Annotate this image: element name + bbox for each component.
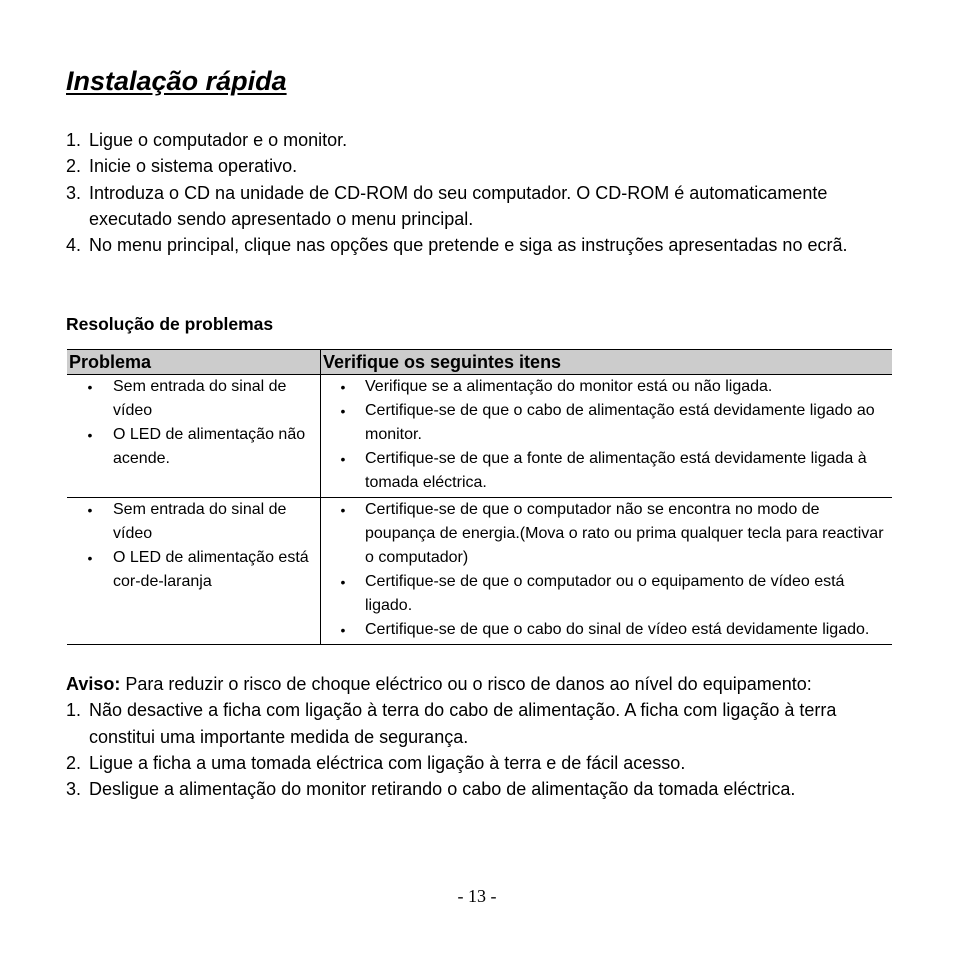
problem-list (67, 375, 320, 471)
bullet-icon: • (87, 502, 93, 518)
step-text: Inicie o sistema operativo. (89, 156, 298, 177)
list-item (67, 498, 320, 546)
bullet-icon: • (87, 427, 93, 443)
warning-number: 3. (66, 779, 82, 800)
bullet-icon: • (340, 574, 346, 590)
check-text: Certifique-se de que o cabo do sinal de vídeo está devidamente ligado. (365, 621, 870, 638)
bullet-icon: • (340, 403, 346, 419)
warning-intro-text: Para reduzir o risco de choque eléctrico ou o risco de danos ao nível do equipamento: (125, 674, 812, 694)
bullet-icon: • (87, 379, 93, 395)
warning-text: Não desactive a ficha com ligação à terra do cabo de alimentação. A ficha com ligação à terra constitui uma importante medida de segurança. (89, 700, 837, 747)
page-title: Instalação rápida (66, 66, 287, 96)
warning-item (66, 776, 856, 802)
table-row (67, 375, 892, 498)
list-item (321, 498, 892, 570)
step-item (66, 153, 866, 179)
warning-text: Ligue a ficha a uma tomada eléctrica com ligação à terra e de fácil acesso. (89, 752, 686, 773)
bullet-icon: • (340, 379, 346, 395)
check-text: Certifique-se de que o computador não se encontra no modo de poupança de energia.(Mova o rato ou prima qualquer tecla para reactivar o computador) (365, 501, 884, 566)
step-item (66, 232, 866, 258)
warning-intro (66, 671, 856, 697)
bullet-icon: • (87, 550, 93, 566)
table-row (67, 498, 892, 645)
check-text: Certifique-se de que a fonte de alimentação está devidamente ligada à tomada eléctrica. (365, 450, 867, 491)
installation-steps (66, 127, 866, 258)
warning-text: Desligue a alimentação do monitor retirando o cabo de alimentação da tomada eléctrica. (89, 779, 796, 800)
page-number: - 13 - (457, 886, 497, 906)
warning-item (66, 750, 856, 776)
problem-text: O LED de alimentação está cor-de-laranja (113, 549, 309, 590)
checks-list (321, 375, 892, 495)
list-item (67, 375, 320, 423)
checks-cell (321, 498, 893, 645)
bullet-icon: • (340, 622, 346, 638)
list-item (321, 447, 892, 495)
step-item (66, 180, 866, 233)
check-text: Certifique-se de que o computador ou o equipamento de vídeo está ligado. (365, 573, 845, 614)
problem-cell (67, 375, 321, 498)
warning-item (66, 697, 856, 750)
list-item (321, 618, 892, 642)
problem-list (67, 498, 320, 594)
list-item (67, 423, 320, 471)
check-text: Verifique se a alimentação do monitor está ou não ligada. (365, 378, 773, 395)
step-number: 3. (66, 182, 82, 203)
step-text: No menu principal, clique nas opções que pretende e siga as instruções apresentadas no ecrã. (89, 235, 848, 256)
step-text: Ligue o computador e o monitor. (89, 130, 348, 150)
step-number: 2. (66, 156, 82, 177)
bullet-icon: • (340, 502, 346, 518)
problem-text: Sem entrada do sinal de vídeo (113, 378, 287, 419)
warning-number: 2. (66, 752, 82, 773)
column-header-problem: Problema (67, 350, 321, 375)
list-item (321, 375, 892, 399)
problem-text: Sem entrada do sinal de vídeo (113, 501, 287, 542)
problem-text: O LED de alimentação não acende. (113, 426, 306, 467)
warning-section (66, 671, 856, 802)
checks-list (321, 498, 892, 642)
troubleshooting-heading: Resolução de problemas (66, 314, 274, 334)
checks-cell (321, 375, 893, 498)
bullet-icon: • (340, 451, 346, 467)
warning-number: 1. (66, 700, 82, 721)
list-item (321, 399, 892, 447)
column-header-checks: Verifique os seguintes itens (321, 350, 893, 375)
list-item (321, 570, 892, 618)
step-number: 1. (66, 130, 82, 150)
list-item (67, 546, 320, 594)
step-text: Introduza o CD na unidade de CD-ROM do seu computador. O CD-ROM é automaticamente executado sendo apresentado o menu principal. (89, 182, 828, 229)
problem-cell (67, 498, 321, 645)
step-number: 4. (66, 235, 82, 256)
warning-label: Aviso: (66, 674, 121, 694)
step-item (66, 127, 866, 153)
troubleshooting-table (67, 349, 892, 645)
table-header-row (67, 350, 892, 375)
check-text: Certifique-se de que o cabo de alimentação está devidamente ligado ao monitor. (365, 402, 875, 443)
